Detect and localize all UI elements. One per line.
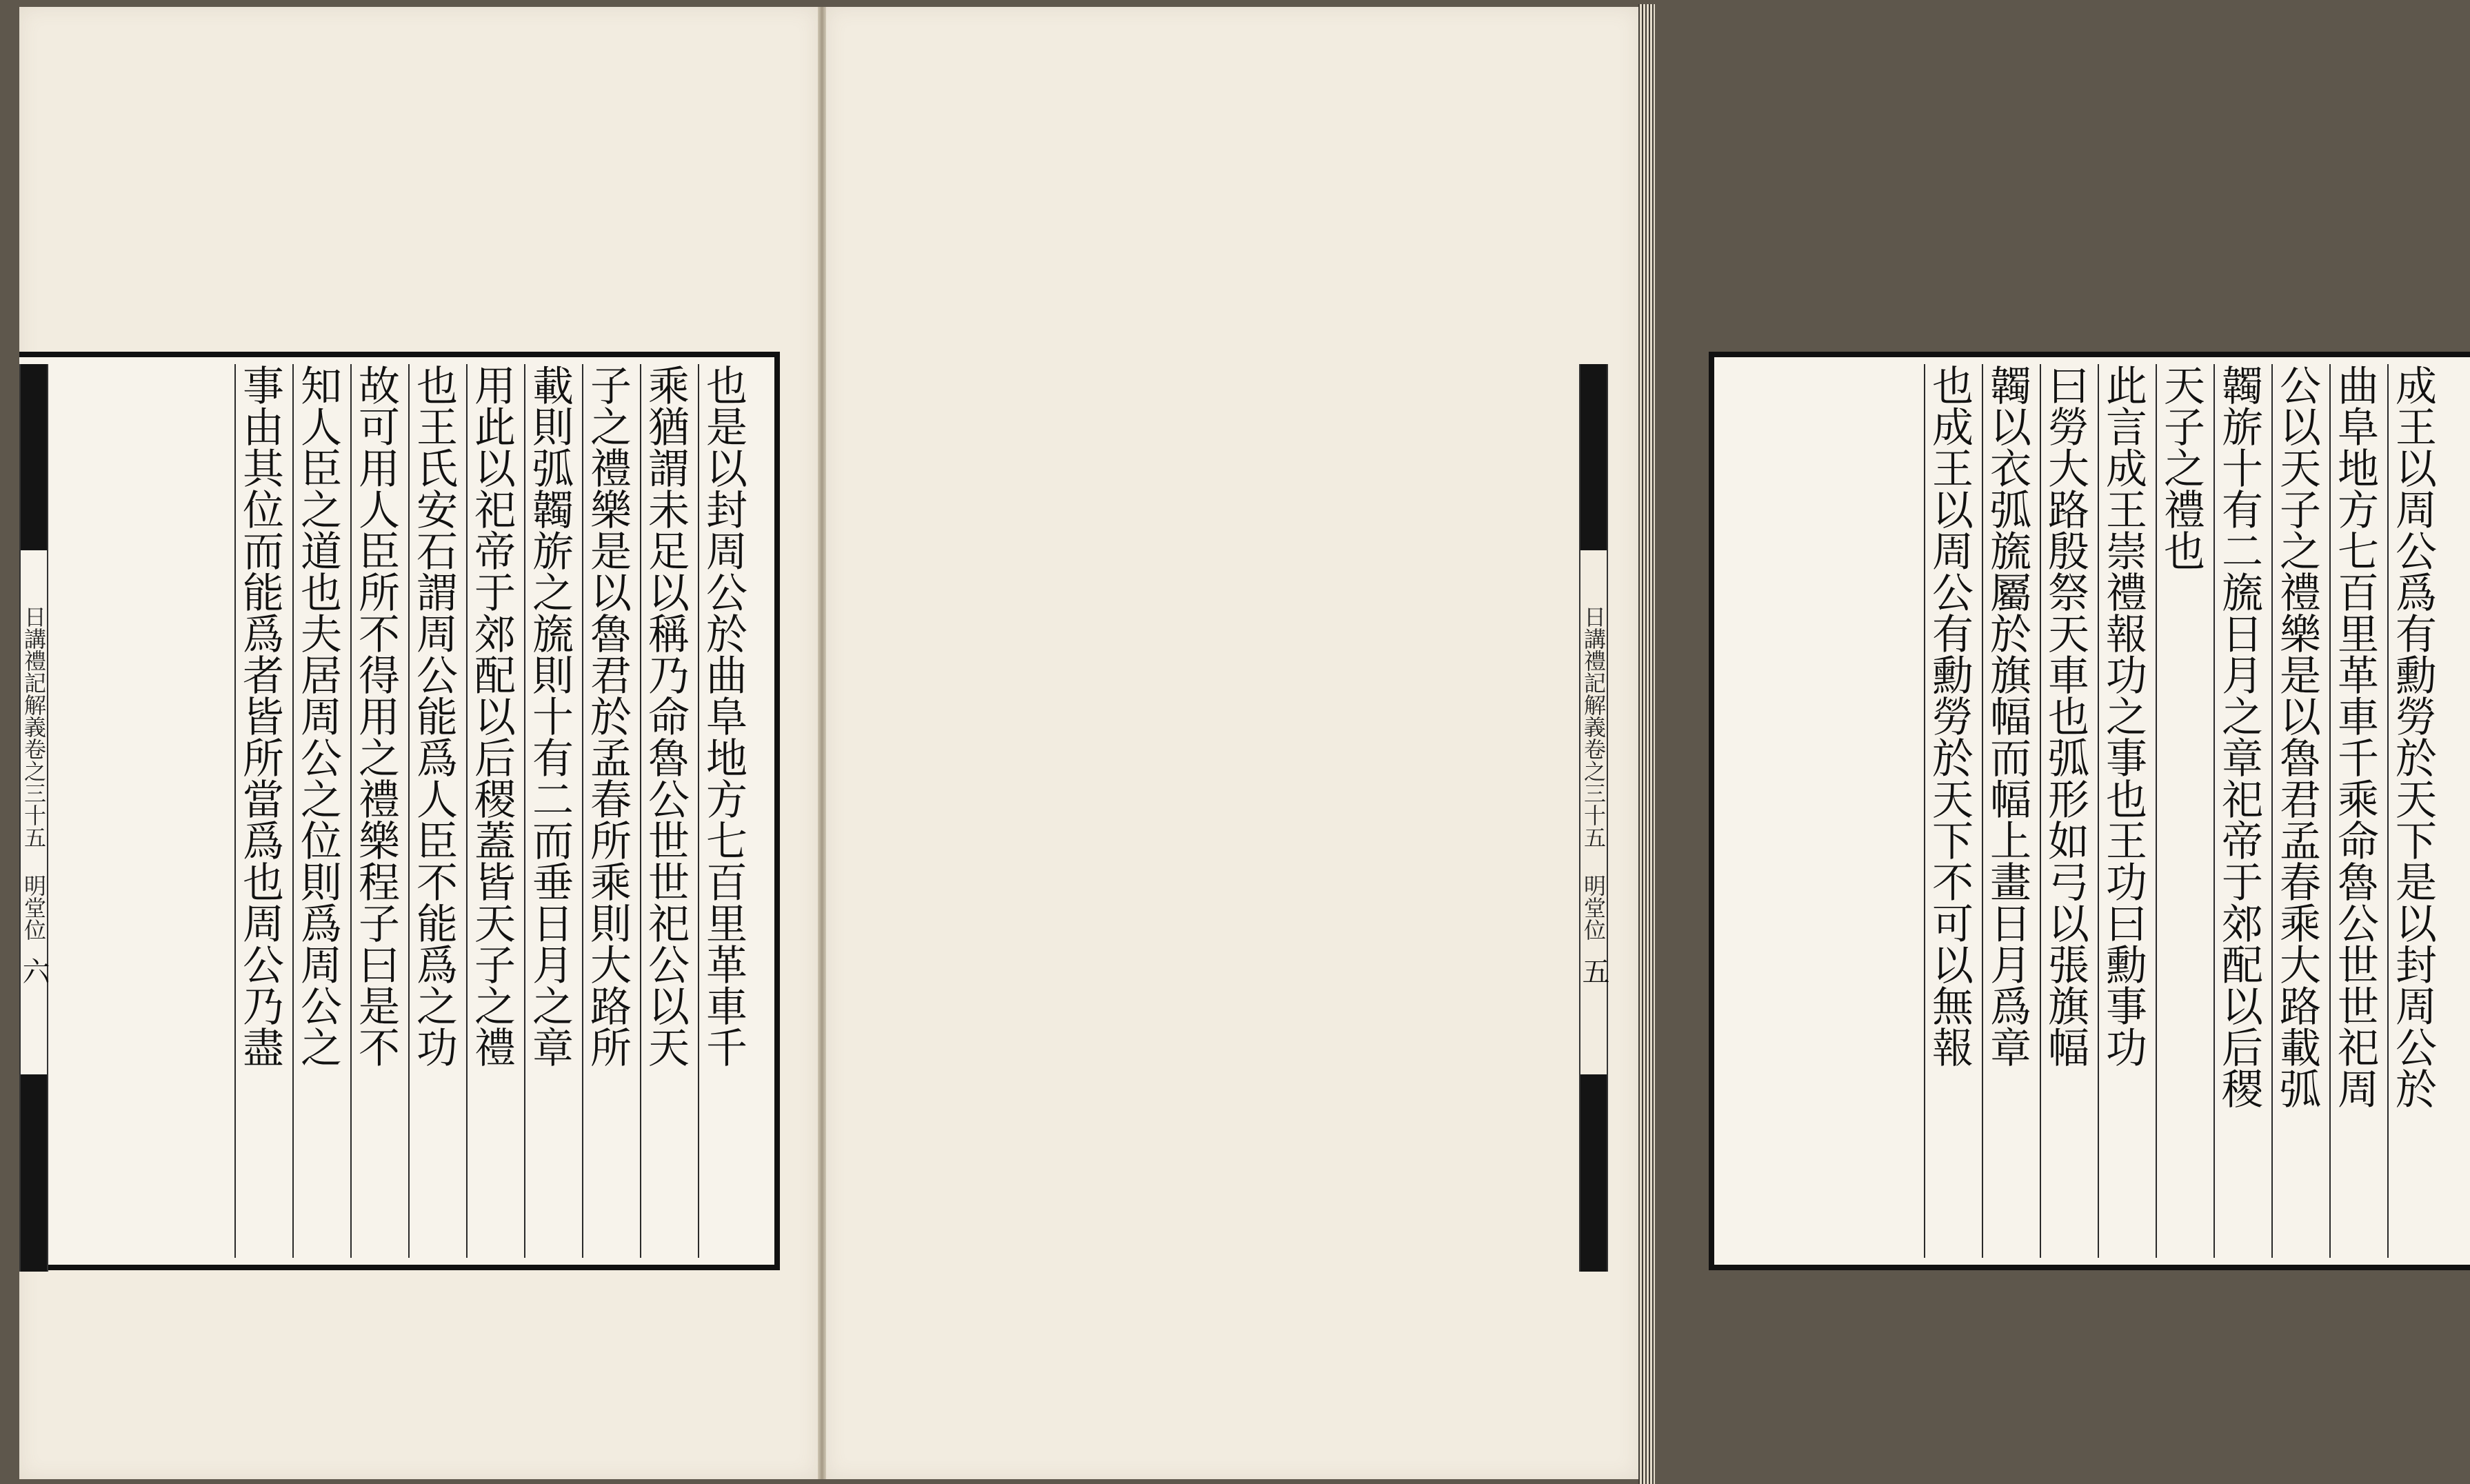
margin-title: 日講禮記解義卷之三十五 明堂位: [21, 605, 47, 941]
black-fishtail-bottom: [21, 1074, 47, 1272]
column-text: 天子之禮也: [2157, 364, 2205, 571]
text-column: [524, 364, 582, 1258]
black-fishtail-bottom: [1580, 1074, 1607, 1272]
text-column: [2040, 364, 2098, 1258]
column-text: 韣旂十有二旒日月之章祀帝于郊配以后稷: [2215, 364, 2263, 1109]
text-column: [350, 364, 408, 1258]
column-text: 也成王以周公有勳勞於天下不可以無報: [1925, 364, 1974, 1067]
column-text: 故可用人臣所不得用之禮樂程子曰是不: [352, 364, 400, 1067]
text-column: [234, 364, 292, 1258]
text-column: [582, 364, 640, 1258]
text-column: [292, 364, 350, 1258]
column-text: 乘猶謂未足以稱乃命魯公世世祀公以天: [641, 364, 690, 1067]
book-gutter: [818, 7, 826, 1479]
column-text: 用此以祀帝于郊配以后稷蓋皆天子之禮: [468, 364, 516, 1067]
left-page: [19, 7, 818, 1479]
column-text: 此言成王崇禮報功之事也王功曰勳事功: [2099, 364, 2147, 1067]
right-page: [826, 7, 2437, 1479]
text-column: [2271, 364, 2329, 1258]
column-text: 也王氏安石謂周公能爲人臣不能爲之功: [410, 364, 458, 1067]
black-fishtail-top: [1580, 364, 1607, 550]
column-text: 知人臣之道也夫居周公之位則爲周公之: [294, 364, 342, 1067]
text-column: [1924, 364, 1982, 1258]
text-column: [2213, 364, 2271, 1258]
text-frame: [19, 352, 780, 1270]
margin-strip: [1579, 364, 1608, 1272]
column-text: 曰勞大路殷祭天車也弧形如弓以張旗幅: [2041, 364, 2089, 1067]
page-edges: [1638, 4, 1655, 1484]
text-column: [466, 364, 524, 1258]
black-fishtail-top: [21, 364, 47, 550]
text-column: [2156, 364, 2213, 1258]
text-column: [2098, 364, 2156, 1258]
text-column: [2329, 364, 2387, 1258]
page-number: 六: [18, 957, 50, 985]
column-text: 事由其位而能爲者皆所當爲也周公乃盡: [236, 364, 284, 1067]
margin-title: 日講禮記解義卷之三十五 明堂位: [1580, 605, 1607, 941]
column-text: 也是以封周公於曲阜地方七百里革車千: [699, 364, 747, 1067]
margin-strip: [19, 364, 48, 1272]
column-text: 子之禮樂是以魯君於孟春所乘則大路所: [583, 364, 632, 1067]
text-column: [698, 364, 756, 1258]
page-number: 五: [1578, 957, 1609, 985]
text-frame: [1709, 352, 2470, 1270]
column-text: 載則弧韣旂之旒則十有二而垂日月之章: [525, 364, 574, 1067]
column-text: 成王以周公爲有勳勞於天下是以封周公於: [2389, 364, 2437, 1109]
column-text: 韣以衣弧旒屬於旗幅而幅上畫日月爲章: [1983, 364, 2031, 1067]
text-column: [1982, 364, 2040, 1258]
column-text: 公以天子之禮樂是以魯君孟春乘大路載弧: [2273, 364, 2321, 1109]
text-column: [640, 364, 698, 1258]
column-text: 曲阜地方七百里革車千乘命魯公世世祀周: [2331, 364, 2379, 1109]
text-column: [408, 364, 466, 1258]
text-column: [2387, 364, 2445, 1258]
